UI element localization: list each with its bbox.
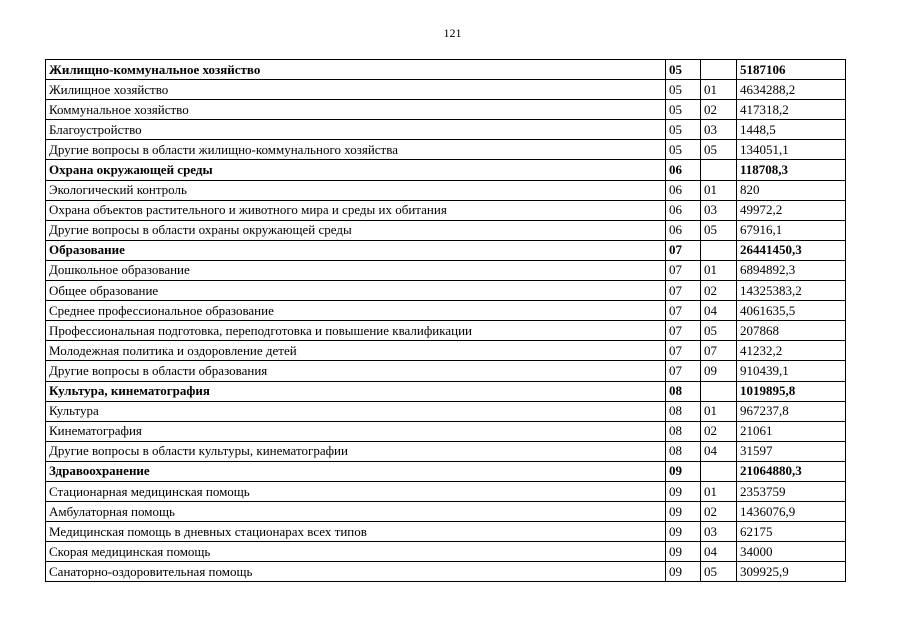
row-amount-cell: 2353759 <box>737 481 846 501</box>
row-name-cell: Благоустройство <box>46 120 666 140</box>
row-amount-cell: 49972,2 <box>737 200 846 220</box>
row-name-cell: Культура <box>46 401 666 421</box>
row-section-code-cell: 05 <box>666 140 701 160</box>
row-section-code-cell: 09 <box>666 562 701 582</box>
row-amount-cell: 14325383,2 <box>737 281 846 301</box>
row-subsection-code-cell: 05 <box>701 562 737 582</box>
budget-table-body <box>46 60 846 582</box>
row-amount-cell: 1019895,8 <box>737 381 846 401</box>
row-name-cell: Культура, кинематография <box>46 381 666 401</box>
row-subsection-code-cell: 04 <box>701 301 737 321</box>
row-amount-cell: 309925,9 <box>737 562 846 582</box>
row-name-cell: Кинематография <box>46 421 666 441</box>
row-section-code-cell: 05 <box>666 60 701 80</box>
subsection-row <box>46 220 846 240</box>
row-subsection-code-cell: 05 <box>701 220 737 240</box>
row-amount-cell: 207868 <box>737 321 846 341</box>
row-section-code-cell: 06 <box>666 200 701 220</box>
subsection-row <box>46 361 846 381</box>
subsection-row <box>46 341 846 361</box>
row-amount-cell: 26441450,3 <box>737 240 846 260</box>
budget-table <box>45 59 846 582</box>
row-section-code-cell: 05 <box>666 80 701 100</box>
row-amount-cell: 4634288,2 <box>737 80 846 100</box>
row-section-code-cell: 07 <box>666 301 701 321</box>
row-amount-cell: 1436076,9 <box>737 502 846 522</box>
row-name-cell: Другие вопросы в области охраны окружающей среды <box>46 220 666 240</box>
row-subsection-code-cell: 01 <box>701 481 737 501</box>
subsection-row <box>46 562 846 582</box>
row-subsection-code-cell: 02 <box>701 100 737 120</box>
row-section-code-cell: 07 <box>666 321 701 341</box>
row-subsection-code-cell <box>701 60 737 80</box>
row-section-code-cell: 07 <box>666 361 701 381</box>
subsection-row <box>46 441 846 461</box>
row-name-cell: Среднее профессиональное образование <box>46 301 666 321</box>
row-subsection-code-cell: 05 <box>701 140 737 160</box>
section-row <box>46 160 846 180</box>
row-subsection-code-cell: 02 <box>701 502 737 522</box>
row-amount-cell: 21061 <box>737 421 846 441</box>
row-section-code-cell: 09 <box>666 542 701 562</box>
row-name-cell: Профессиональная подготовка, переподготовка и повышение квалификации <box>46 321 666 341</box>
row-subsection-code-cell <box>701 160 737 180</box>
row-name-cell: Санаторно-оздоровительная помощь <box>46 562 666 582</box>
subsection-row <box>46 502 846 522</box>
subsection-row <box>46 481 846 501</box>
row-amount-cell: 910439,1 <box>737 361 846 381</box>
row-subsection-code-cell: 02 <box>701 281 737 301</box>
row-subsection-code-cell: 04 <box>701 441 737 461</box>
subsection-row <box>46 140 846 160</box>
row-section-code-cell: 09 <box>666 461 701 481</box>
subsection-row <box>46 321 846 341</box>
row-section-code-cell: 08 <box>666 441 701 461</box>
row-subsection-code-cell: 01 <box>701 80 737 100</box>
section-row <box>46 60 846 80</box>
row-name-cell: Экологический контроль <box>46 180 666 200</box>
row-name-cell: Коммунальное хозяйство <box>46 100 666 120</box>
row-subsection-code-cell <box>701 381 737 401</box>
row-amount-cell: 34000 <box>737 542 846 562</box>
row-name-cell: Медицинская помощь в дневных стационарах всех типов <box>46 522 666 542</box>
subsection-row <box>46 522 846 542</box>
row-subsection-code-cell <box>701 240 737 260</box>
row-name-cell: Стационарная медицинская помощь <box>46 481 666 501</box>
row-section-code-cell: 09 <box>666 522 701 542</box>
row-amount-cell: 1448,5 <box>737 120 846 140</box>
row-subsection-code-cell: 01 <box>701 180 737 200</box>
row-amount-cell: 820 <box>737 180 846 200</box>
subsection-row <box>46 401 846 421</box>
row-subsection-code-cell: 03 <box>701 120 737 140</box>
row-amount-cell: 5187106 <box>737 60 846 80</box>
row-name-cell: Охрана объектов растительного и животного мира и среды их обитания <box>46 200 666 220</box>
subsection-row <box>46 281 846 301</box>
subsection-row <box>46 100 846 120</box>
subsection-row <box>46 301 846 321</box>
row-name-cell: Другие вопросы в области культуры, кинематографии <box>46 441 666 461</box>
subsection-row <box>46 120 846 140</box>
row-name-cell: Общее образование <box>46 281 666 301</box>
section-row <box>46 381 846 401</box>
row-subsection-code-cell: 07 <box>701 341 737 361</box>
row-amount-cell: 967237,8 <box>737 401 846 421</box>
subsection-row <box>46 542 846 562</box>
row-section-code-cell: 06 <box>666 220 701 240</box>
row-section-code-cell: 05 <box>666 100 701 120</box>
row-name-cell: Жилищное хозяйство <box>46 80 666 100</box>
row-name-cell: Другие вопросы в области жилищно-коммунального хозяйства <box>46 140 666 160</box>
subsection-row <box>46 180 846 200</box>
row-section-code-cell: 08 <box>666 401 701 421</box>
row-amount-cell: 67916,1 <box>737 220 846 240</box>
row-name-cell: Амбулаторная помощь <box>46 502 666 522</box>
row-section-code-cell: 08 <box>666 381 701 401</box>
row-amount-cell: 62175 <box>737 522 846 542</box>
row-name-cell: Жилищно-коммунальное хозяйство <box>46 60 666 80</box>
row-section-code-cell: 07 <box>666 260 701 280</box>
row-name-cell: Дошкольное образование <box>46 260 666 280</box>
section-row <box>46 240 846 260</box>
row-amount-cell: 4061635,5 <box>737 301 846 321</box>
row-amount-cell: 21064880,3 <box>737 461 846 481</box>
row-amount-cell: 41232,2 <box>737 341 846 361</box>
row-section-code-cell: 09 <box>666 481 701 501</box>
row-section-code-cell: 05 <box>666 120 701 140</box>
row-section-code-cell: 06 <box>666 160 701 180</box>
row-subsection-code-cell: 05 <box>701 321 737 341</box>
row-section-code-cell: 09 <box>666 502 701 522</box>
row-amount-cell: 31597 <box>737 441 846 461</box>
row-name-cell: Охрана окружающей среды <box>46 160 666 180</box>
row-section-code-cell: 07 <box>666 240 701 260</box>
row-subsection-code-cell: 01 <box>701 260 737 280</box>
row-section-code-cell: 06 <box>666 180 701 200</box>
row-subsection-code-cell <box>701 461 737 481</box>
row-subsection-code-cell: 02 <box>701 421 737 441</box>
row-name-cell: Образование <box>46 240 666 260</box>
row-subsection-code-cell: 03 <box>701 200 737 220</box>
section-row <box>46 461 846 481</box>
row-name-cell: Скорая медицинская помощь <box>46 542 666 562</box>
row-subsection-code-cell: 09 <box>701 361 737 381</box>
subsection-row <box>46 80 846 100</box>
row-name-cell: Здравоохранение <box>46 461 666 481</box>
row-amount-cell: 6894892,3 <box>737 260 846 280</box>
row-section-code-cell: 07 <box>666 341 701 361</box>
row-name-cell: Молодежная политика и оздоровление детей <box>46 341 666 361</box>
row-name-cell: Другие вопросы в области образования <box>46 361 666 381</box>
row-subsection-code-cell: 03 <box>701 522 737 542</box>
row-section-code-cell: 07 <box>666 281 701 301</box>
subsection-row <box>46 200 846 220</box>
page-number: 121 <box>443 26 462 40</box>
subsection-row <box>46 421 846 441</box>
row-section-code-cell: 08 <box>666 421 701 441</box>
row-amount-cell: 417318,2 <box>737 100 846 120</box>
row-amount-cell: 134051,1 <box>737 140 846 160</box>
subsection-row <box>46 260 846 280</box>
row-subsection-code-cell: 04 <box>701 542 737 562</box>
row-amount-cell: 118708,3 <box>737 160 846 180</box>
row-subsection-code-cell: 01 <box>701 401 737 421</box>
